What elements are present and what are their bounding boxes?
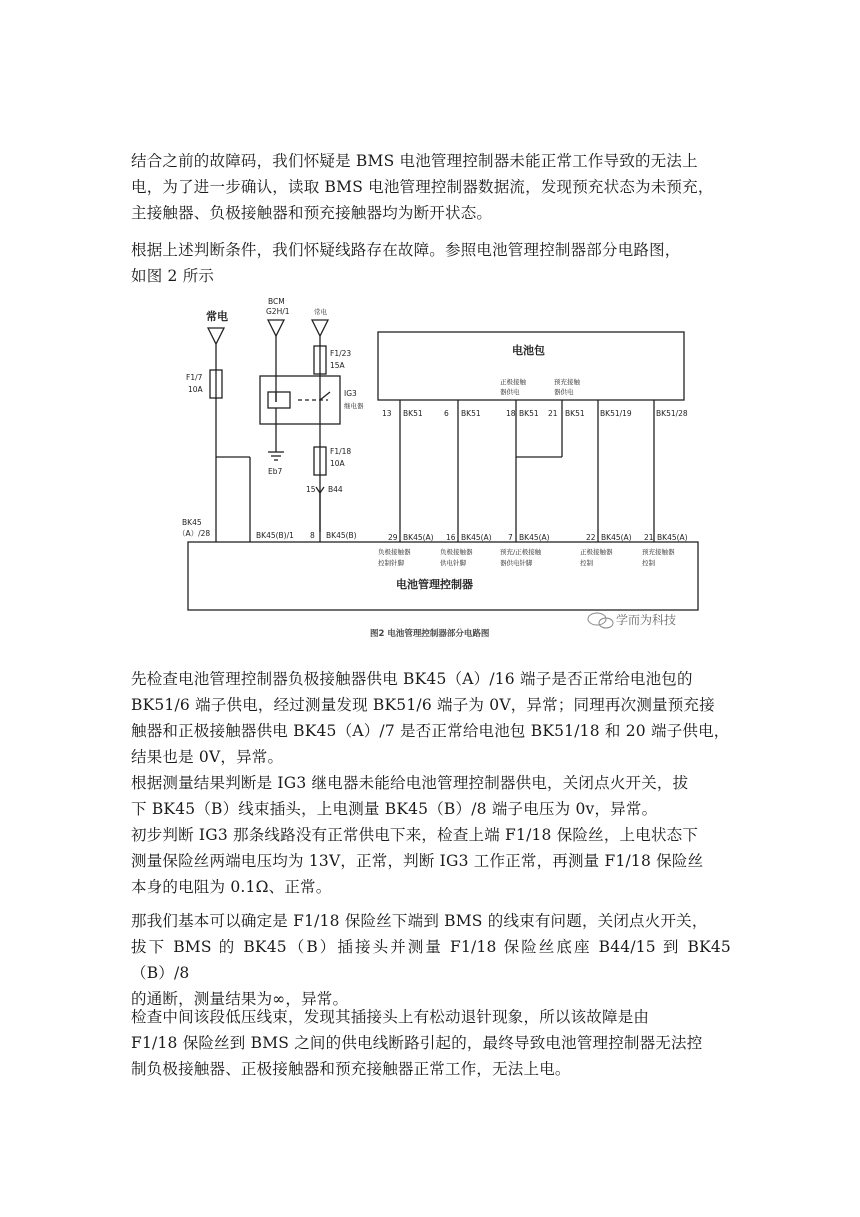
bottom-pin-number: 7 [508,533,513,542]
bottom-pin-desc: 控制 [642,559,655,567]
text-line: 测量保险丝两端电压均为 13V，正常，判断 IG3 工作正常，再测量 F1/18 保险丝 [131,852,704,870]
bottom-pin-number: 29 [388,533,398,542]
paragraph-1 [131,148,731,226]
watermark-text: 学而为科技 [616,613,677,627]
b44-pin: 15 [306,485,316,494]
text-line: 如图 2 所示 [131,267,215,285]
bk45a28-pin: （A）/28 [178,529,211,538]
pre-contactor-supply-label-2: 器供电 [554,388,574,396]
paragraph-5 [131,908,731,1012]
fuse-f118-label: F1/18 [330,447,352,456]
bottom-pin-desc: 负极接触器 [440,548,473,556]
top-pin-connector: BK51/28 [656,409,688,418]
bottom-pin-connector: BK45(A) [601,533,632,542]
text-line: 的通断，测量结果为∞，异常。 [131,990,349,1008]
top-pin-connector: BK51 [403,409,423,418]
paragraph-2 [131,237,731,289]
bk45b8-pin: 8 [310,531,315,540]
bottom-pin-connector: BK45(A) [519,533,550,542]
text-line: BK51/6 端子供电，经过测量发现 BK51/6 端子为 0V，异常；同理再次测量预充接 [131,696,715,714]
bk45b1-label: BK45(B)/1 [256,531,294,540]
pre-contactor-supply-label: 预充接触 [554,378,580,386]
fuse-f17-label: F1/7 [186,373,203,382]
bms-label: 电池管理控制器 [396,578,473,591]
ground-label: Eb7 [268,467,283,476]
bk45b8-label: BK45(B) [326,531,357,540]
bottom-pin-desc: 负极接触器 [378,548,411,556]
bk45a28-label: BK45 [182,518,202,527]
bottom-pin-desc: 预充接触器 [642,548,675,556]
relay-label: IG3 [344,389,357,398]
text-line: 制负极接触器、正极接触器和预充接触器正常工作，无法上电。 [131,1060,571,1078]
circuit-diagram-figure [160,292,704,642]
text-line: 下 BK45（B）线束插头，上电测量 BK45（B）/8 端子电压为 0v，异常。 [131,800,658,818]
text-line: F1/18 保险丝到 BMS 之间的供电线断路引起的，最终导致电池管理控制器无法控 [131,1034,703,1052]
pos-contactor-supply-label-2: 器供电 [500,388,520,396]
bottom-pin-desc: 供电针脚 [440,559,466,567]
bottom-pin-desc: 器供电针脚 [500,559,533,567]
bottom-pin-connector: BK45(A) [403,533,434,542]
paragraph-3 [131,666,731,822]
bottom-pin-connector: BK45(A) [657,533,688,542]
bottom-pin-desc: 正极接触器 [580,548,613,556]
text-line: 本身的电阻为 0.1Ω、正常。 [131,878,332,896]
fuse-f118-rating: 10A [330,459,345,468]
top-pin-connector: BK51 [519,409,539,418]
bcm-label: BCM [268,297,285,306]
text-line: 主接触器、负极接触器和预充接触器均为断开状态。 [131,204,493,222]
text-line: 电，为了进一步确认，读取 BMS 电池管理控制器数据流，发现预充状态为未预充， [131,178,714,196]
paragraph-4 [131,822,731,900]
top-pin-number: 13 [382,409,392,418]
text-line: 结合之前的故障码，我们怀疑是 BMS 电池管理控制器未能正常工作导致的无法上 [131,152,698,170]
battery-pack-label: 电池包 [512,344,545,357]
top-pin-connector: BK51/19 [600,409,632,418]
text-line: 触器和正极接触器供电 BK45（A）/7 是否正常给电池包 BK51/18 和 20 端子供电， [131,722,730,740]
bottom-pin-connector: BK45(A) [461,533,492,542]
bottom-pin-desc: 控制 [580,559,593,567]
watermark-icon [588,613,613,628]
text-line: 先检查电池管理控制器负极接触器供电 BK45（A）/16 端子是否正常给电池包的 [131,670,693,688]
top-antenna-label: 常电 [314,308,327,316]
top-pin-number: 21 [548,409,558,418]
text-line: 根据上述判断条件，我们怀疑线路存在故障。参照电池管理控制器部分电路图， [131,241,681,259]
text-line: 结果也是 0V，异常。 [131,748,284,766]
fuse-f123-rating: 15A [330,361,345,370]
text-line: 根据测量结果判断是 IG3 继电器未能给电池管理控制器供电，关闭点火开关，拔 [131,774,689,792]
pos-contactor-supply-label: 正极接触 [500,378,526,386]
text-line: 那我们基本可以确定是 F1/18 保险丝下端到 BMS 的线束有问题，关闭点火开关， [131,912,708,930]
paragraph-6 [131,1004,731,1082]
top-pin-connector: BK51 [565,409,585,418]
text-line: 检查中间该段低压线束，发现其插接头上有松动退针现象，所以该故障是由 [131,1008,650,1026]
left-antenna-label: 常电 [206,310,228,323]
top-pin-number: 6 [444,409,449,418]
fuse-f17-rating: 10A [188,385,203,394]
relay-sub-label: 继电器 [344,402,364,410]
bottom-pin-desc: 控制针脚 [378,559,404,567]
bottom-pin-number: 16 [446,533,456,542]
b44-label: B44 [328,485,343,494]
bottom-pin-desc: 预充/正极接触 [500,548,542,556]
bcm-pin-label: G2H/1 [266,307,290,316]
bottom-pin-number: 21 [644,533,654,542]
bottom-pin-number: 22 [586,533,596,542]
fuse-f123-label: F1/23 [330,349,352,358]
top-pin-number: 18 [506,409,516,418]
text-line: 拔下 BMS 的 BK45（B）插接头并测量 F1/18 保险丝底座 B44/15 到 BK45（B）/8 [131,938,731,982]
top-pin-connector: BK51 [461,409,481,418]
figure-caption: 图2 电池管理控制器部分电路图 [370,629,490,639]
text-line: 初步判断 IG3 那条线路没有正常供电下来，检查上端 F1/18 保险丝，上电状态下 [131,826,699,844]
